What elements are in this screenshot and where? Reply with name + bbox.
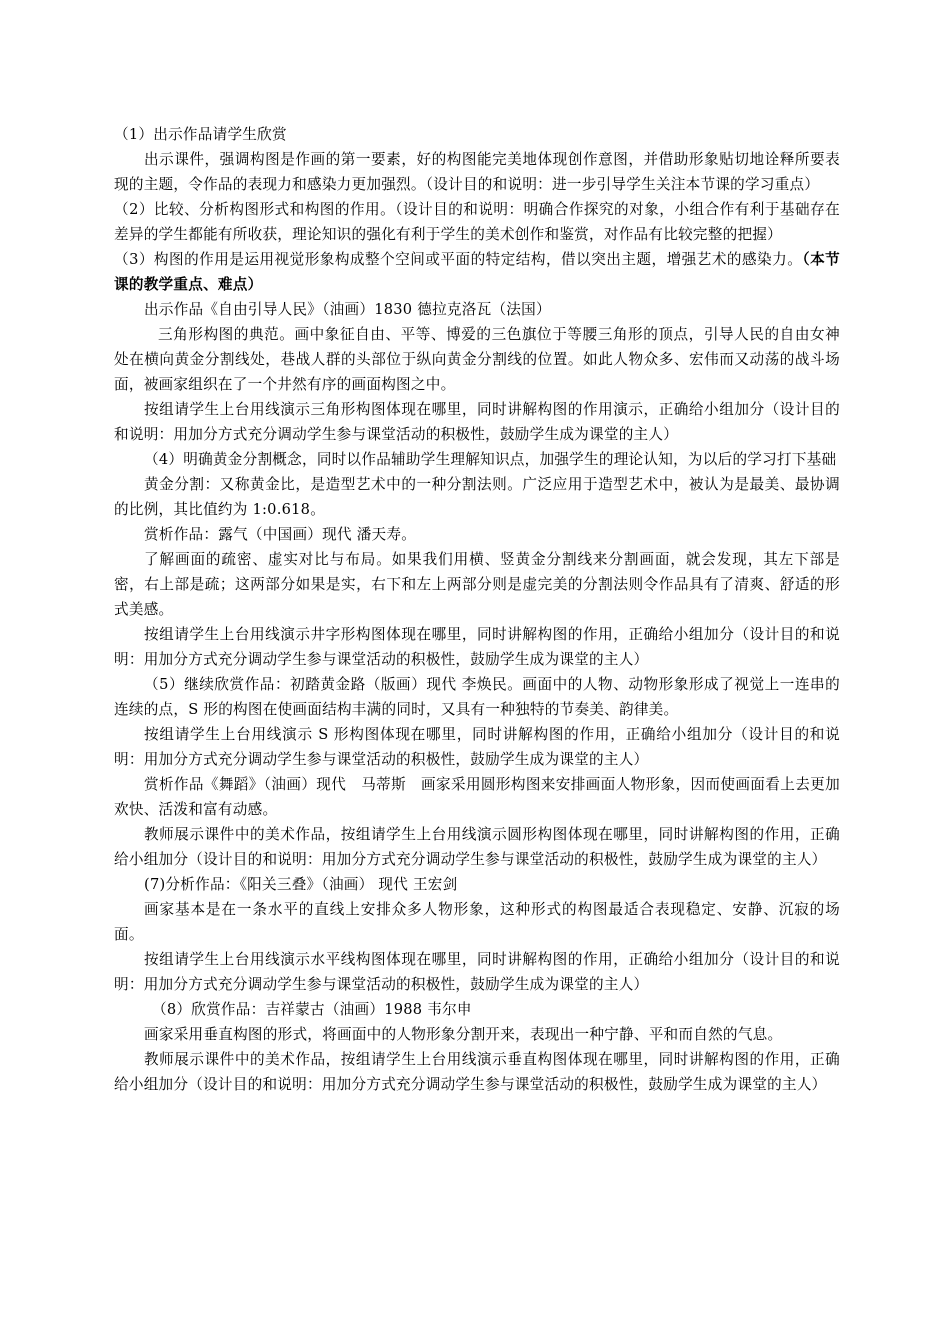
paragraph: 按组请学生上台用线演示三角形构图体现在哪里，同时讲解构图的作用演示，正确给小组加分（设计目的和说明：用加分方式充分调动学生参与课堂活动的积极性，鼓励学生成为课堂的主人） bbox=[114, 401, 840, 443]
paragraph-text: （3）构图的作用是运用视觉形象构成整个空间或平面的特定结构，借以突出主题，增强艺术的感染力。 bbox=[114, 251, 803, 268]
paragraph: 赏析作品《舞蹈》（油画）现代 马蒂斯 画家采用圆形构图来安排画面人物形象，因而使画面看上去更加欢快、活泼和富有动感。 bbox=[114, 776, 840, 818]
paragraph: 出示作品《自由引导人民》（油画）1830 德拉克洛瓦（法国） bbox=[144, 301, 551, 318]
document-body bbox=[114, 122, 840, 1097]
paragraph: 三角形构图的典范。画中象征自由、平等、博爱的三色旗位于等腰三角形的顶点，引导人民的自由女神处在横向黄金分割线处，巷战人群的头部位于纵向黄金分割线的位置。如此人物众多、宏伟而又动荡的战斗场面，被画家组织在了一个井然有序的画面构图之中。 bbox=[114, 326, 840, 393]
paragraph: 教师展示课件中的美术作品，按组请学生上台用线演示垂直构图体现在哪里，同时讲解构图的作用，正确给小组加分（设计目的和说明：用加分方式充分调动学生参与课堂活动的积极性，鼓励学生成为课堂的主人） bbox=[114, 1051, 840, 1093]
paragraph: 赏析作品：露气（中国画）现代 潘天寿。 bbox=[144, 526, 417, 543]
paragraph: 按组请学生上台用线演示井字形构图体现在哪里，同时讲解构图的作用，正确给小组加分（设计目的和说明：用加分方式充分调动学生参与课堂活动的积极性，鼓励学生成为课堂的主人） bbox=[114, 626, 840, 668]
paragraph: （4）明确黄金分割概念，同时以作品辅助学生理解知识点，加强学生的理论认知，为以后的学习打下基础 bbox=[144, 451, 837, 468]
paragraph bbox=[114, 247, 840, 297]
paragraph: （8）欣赏作品：吉祥蒙古（油画）1988 韦尔申 bbox=[152, 1001, 472, 1018]
paragraph: 出示课件，强调构图是作画的第一要素，好的构图能完美地体现创作意图，并借助形象贴切地诠释所要表现的主题，令作品的表现力和感染力更加强烈。（设计目的和说明：进一步引导学生关注本节课的学习重点） bbox=[114, 151, 840, 193]
paragraph: 教师展示课件中的美术作品，按组请学生上台用线演示圆形构图体现在哪里，同时讲解构图的作用，正确给小组加分（设计目的和说明：用加分方式充分调动学生参与课堂活动的积极性，鼓励学生成为课堂的主人） bbox=[114, 826, 840, 868]
paragraph: 画家基本是在一条水平的直线上安排众多人物形象，这种形式的构图最适合表现稳定、安静、沉寂的场面。 bbox=[114, 901, 840, 943]
paragraph: （2）比较、分析构图形式和构图的作用。（设计目的和说明：明确合作探究的对象，小组合作有利于基础存在差异的学生都能有所收获，理论知识的强化有利于学生的美术创作和鉴赏，对作品有比较完整的把握） bbox=[114, 201, 840, 243]
paragraph: （1）出示作品请学生欣赏 bbox=[114, 126, 287, 143]
paragraph: 按组请学生上台用线演示 S 形构图体现在哪里，同时讲解构图的作用，正确给小组加分（设计目的和说明：用加分方式充分调动学生参与课堂活动的积极性，鼓励学生成为课堂的主人） bbox=[114, 726, 840, 768]
paragraph: （5）继续欣赏作品：初踏黄金路（版画）现代 李焕民。画面中的人物、动物形象形成了视觉上一连串的连续的点，S 形的构图在使画面结构丰满的同时，又具有一种独特的节奏美、韵律美。 bbox=[114, 676, 840, 718]
paragraph: (7)分析作品：《阳关三叠》（油画） 现代 王宏剑 bbox=[144, 876, 458, 893]
paragraph: 按组请学生上台用线演示水平线构图体现在哪里，同时讲解构图的作用，正确给小组加分（设计目的和说明：用加分方式充分调动学生参与课堂活动的积极性，鼓励学生成为课堂的主人） bbox=[114, 951, 840, 993]
key-point-label: （本节课的教学重点、难点） bbox=[114, 251, 840, 293]
paragraph: 画家采用垂直构图的形式，将画面中的人物形象分割开来，表现出一种宁静、平和而自然的气息。 bbox=[144, 1026, 783, 1043]
paragraph: 了解画面的疏密、虚实对比与布局。如果我们用横、竖黄金分割线来分割画面，就会发现，其左下部是密，右上部是疏；这两部分如果是实，右下和左上两部分则是虚完美的分割法则令作品具有了清爽、舒适的形式美感。 bbox=[114, 551, 840, 618]
paragraph: 黄金分割：又称黄金比，是造型艺术中的一种分割法则。广泛应用于造型艺术中，被认为是最美、最协调的比例，其比值约为 1:0.618。 bbox=[114, 476, 840, 518]
